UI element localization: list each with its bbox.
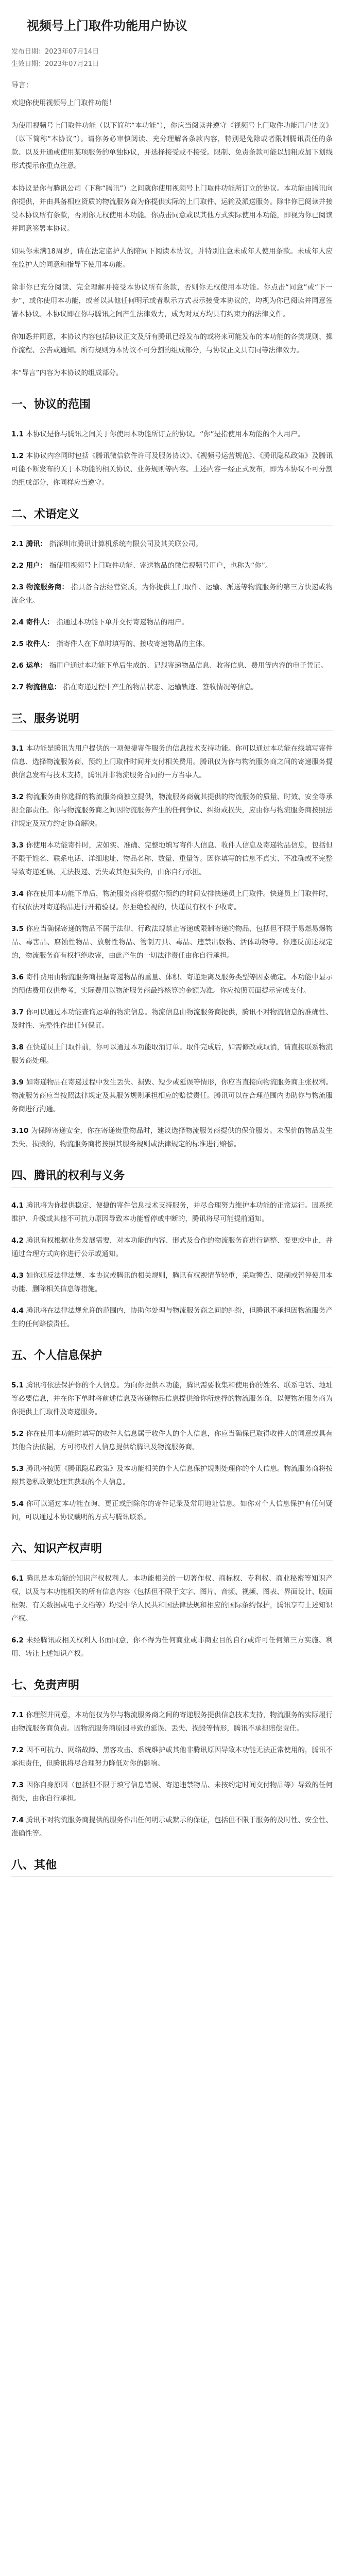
clause-number: 3.5 xyxy=(11,925,26,933)
agreement-section xyxy=(11,1678,333,1840)
intro-paragraph: 如果你未满18周岁，请在法定监护人的陪同下阅读本协议，并特别注意未成年人使用条款。未成年人应在监护人的同意和指导下使用本功能。 xyxy=(11,247,333,269)
clause-text: 你使用本功能寄件时，应如实、准确、完整地填写寄件人信息、收件人信息及寄递物品信息，包括但不限于姓名、联系电话、详细地址、物品名称、数量、重量等。因你填写的信息不真实、不准确或不完整导致寄递延误、无法投递、丢失或其他损失的，由你自行承担。 xyxy=(11,841,333,876)
clause-number: 7.3 xyxy=(11,1781,26,1789)
section-divider xyxy=(11,730,333,731)
clause-text: 你应当确保寄递的物品不属于法律、行政法规禁止寄递或限制寄递的物品，包括但不限于易燃易爆物品、毒害品、腐蚀性物品、放射性物品、管制刀具、毒品、违禁出版物、活体动物等。你违反前述规定的，物流服务商有权拒绝收寄，由此产生的一切法律责任由你自行承担。 xyxy=(11,925,333,960)
clause-item xyxy=(11,1814,333,1840)
clause-text: 本功能是腾讯为用户提供的一项便捷寄件服务的信息技术支持功能。你可以通过本功能在线填写寄件信息、选择物流服务商、预约上门取件时间并支付相关费用。腾讯仅为你与物流服务商之间的寄递服务提供信息发布与技术支持，腾讯并非物流服务合同的一方当事人。 xyxy=(11,744,333,779)
agreement-section xyxy=(11,1168,333,1331)
clause-item xyxy=(11,449,333,489)
clause-text: 腾讯有权根据业务发展需要，对本功能的内容、形式及合作的物流服务商进行调整、变更或中止，并通过合理方式向你进行公示或通知。 xyxy=(11,1236,333,1258)
clause-item xyxy=(11,742,333,782)
clause-item xyxy=(11,1006,333,1032)
clause-item xyxy=(11,1199,333,1226)
intro-paragraph: 为使用视频号上门取件功能（以下简称“本功能”），你应当阅读并遵守《视频号上门取件功能用户协议》（以下简称“本协议”）。请你务必审慎阅读、充分理解各条款内容，特别是免除或者限制腾讯责任的条款、以及开通或使用某项服务的单独协议，并选择接受或不接受。限制、免责条款可能以加粗或加下划线形式提示你重点注意。 xyxy=(11,122,333,170)
agreement-section xyxy=(11,1858,333,1877)
clause-number: 2.3 物流服务商： xyxy=(11,583,72,591)
clause-number: 2.6 运单： xyxy=(11,662,49,670)
clause-number: 3.9 xyxy=(11,1078,26,1087)
clause-item xyxy=(11,887,333,914)
clause-number: 3.1 xyxy=(11,744,26,753)
clause-item xyxy=(11,1708,333,1735)
clause-item xyxy=(11,1234,333,1261)
clause-item xyxy=(11,1041,333,1067)
clause-text: 本协议是你与腾讯之间关于你使用本功能所订立的协议。“你”是指使用本功能的个人用户。 xyxy=(26,430,305,438)
intro-greeting: 欢迎你使用视频号上门取件功能！ xyxy=(11,99,116,107)
agreement-section xyxy=(11,507,333,694)
agreement-sections xyxy=(11,397,333,1877)
intro-paragraph: 除非你已充分阅读、完全理解并接受本协议所有条款，否则你无权使用本功能。你点击“同意”或“下一步”，或你使用本功能，或者以其他任何明示或者默示方式表示接受本协议的，均视为你已阅读并同意签署本协议。本协议即在你与腾讯之间产生法律效力，成为对双方均具有约束力的法律文件。 xyxy=(11,283,333,318)
clause-item xyxy=(11,616,333,629)
clause-item xyxy=(11,559,333,572)
clause-text: 物流服务由你选择的物流服务商独立提供，物流服务商就其提供的物流服务的质量、时效、安全等承担全部责任。你与物流服务商之间因物流服务产生的任何争议、纠纷或损失，应由你与物流服务商按照法律规定及双方约定协商解决。 xyxy=(11,793,333,828)
intro-paragraph: 你知悉并同意，本协议内容包括协议正文及所有腾讯已经发布的或将来可能发布的本功能的各类规则、操作流程、公告或通知。所有规则为本协议不可分割的组成部分，与协议正文具有同等法律效力。 xyxy=(11,333,333,354)
clause-text: 你理解并同意，本功能仅为你与物流服务商之间的寄递服务提供信息技术支持，物流服务的实际履行由物流服务商负责。因物流服务商原因导致的延误、丢失、损毁等情形，腾讯不承担赔偿责任。 xyxy=(11,1711,333,1733)
agreement-section xyxy=(11,1348,333,1524)
clause-item xyxy=(11,1269,333,1296)
clause-number: 5.3 xyxy=(11,1465,26,1473)
clause-number: 4.2 xyxy=(11,1236,26,1245)
clause-text: 指深圳市腾讯计算机系统有限公司及其关联公司。 xyxy=(49,540,202,548)
clause-text: 腾讯将按照《腾讯隐私政策》及本功能相关的个人信息保护规则处理你的个人信息。物流服务商将按照其隐私政策处理其获取的个人信息。 xyxy=(11,1465,333,1486)
clause-number: 4.4 xyxy=(11,1307,26,1315)
clause-number: 3.4 xyxy=(11,890,26,898)
clause-item xyxy=(11,581,333,607)
clause-text: 你在使用本功能下单后，物流服务商将根据你预约的时间安排快递员上门取件。快递员上门取件时，有权依法对寄递物品进行开箱验视。你拒绝验视的，快递员有权不予收寄。 xyxy=(11,890,333,911)
section-divider xyxy=(11,1187,333,1188)
section-title: 四、腾讯的权利与义务 xyxy=(11,1170,125,1182)
clause-text: 腾讯将依法保护你的个人信息。为向你提供本功能，腾讯需要收集和使用你的姓名、联系电话、地址等必要信息，并在你下单时将前述信息及寄递物品信息提供给你所选择的物流服务商，以便物流服务商为你提供上门取件及寄递服务。 xyxy=(11,1381,333,1416)
clause-text: 你可以通过本功能查询、更正或删除你的寄件记录及常用地址信息。如你对个人信息保护有任何疑问，可以通过本协议载明的方式与腾讯联系。 xyxy=(11,1500,333,1521)
clause-number: 3.10 xyxy=(11,1127,31,1135)
clause-text: 如寄递物品在寄递过程中发生丢失、损毁、短少或延误等情形，你应当直接向物流服务商主张权利。物流服务商应当按照法律规定及其服务规则承担相应的赔偿责任。腾讯可以在合理范围内协助你与物流服务商进行沟通。 xyxy=(11,1078,333,1113)
clause-item xyxy=(11,637,333,651)
clause-text: 指使用视频号上门取件功能、寄送物品的微信视频号用户，也称为“你”。 xyxy=(49,562,272,570)
clause-item xyxy=(11,1427,333,1454)
section-title: 三、服务说明 xyxy=(11,713,80,725)
section-title: 八、其他 xyxy=(11,1859,57,1872)
intro-paragraph: 本协议是你与腾讯公司（下称“腾讯”）之间就你使用视频号上门取件功能所订立的协议。本功能由腾讯向你提供，并由具备相应资质的物流服务商为你提供实际的上门取件、运输及派送服务。除非你已阅读并接受本协议所有条款，否则你无权使用本功能。你点击同意或以其他方式实际使用本功能，即视为你已阅读并同意签署本协议。 xyxy=(11,184,333,233)
clause-item xyxy=(11,1743,333,1770)
clause-item xyxy=(11,971,333,997)
clause-number: 1.1 xyxy=(11,430,26,438)
clause-item xyxy=(11,922,333,962)
clause-text: 为保障寄递安全，你在寄递贵重物品时，建议选择物流服务商提供的保价服务。未保价的物品发生丢失、损毁的，物流服务商将按照其服务规则或法律规定的标准进行赔偿。 xyxy=(11,1127,333,1148)
clause-text: 腾讯不对物流服务商提供的服务作出任何明示或默示的保证，包括但不限于服务的及时性、安全性、准确性等。 xyxy=(11,1816,333,1838)
clause-text: 指寄件人在下单时填写的、接收寄递物品的主体。 xyxy=(56,640,210,648)
clause-text: 指具备合法经营资质，为你提供上门取件、运输、派送等物流服务的第三方快递或物流企业。 xyxy=(11,583,333,605)
clause-item xyxy=(11,1304,333,1331)
clause-number: 2.1 腾讯： xyxy=(11,540,49,548)
clause-number: 5.1 xyxy=(11,1381,26,1389)
clause-number: 5.4 xyxy=(11,1500,26,1508)
clause-text: 如你违反法律法规、本协议或腾讯的相关规则，腾讯有权视情节轻重，采取警告、限制或暂停使用本功能、删除相关信息等措施。 xyxy=(11,1272,333,1293)
agreement-section xyxy=(11,711,333,1151)
clause-item xyxy=(11,1462,333,1489)
clause-item xyxy=(11,537,333,551)
clause-number: 3.6 xyxy=(11,973,26,981)
intro-paragraphs xyxy=(11,119,333,380)
clause-text: 指用户通过本功能下单后生成的、记载寄递物品信息、收寄信息、费用等内容的电子凭证。 xyxy=(49,662,328,670)
page-title: 视频号上门取件功能用户协议 xyxy=(27,19,187,33)
section-divider xyxy=(11,1560,333,1561)
clause-item xyxy=(11,1634,333,1660)
section-divider xyxy=(11,1876,333,1877)
clause-item xyxy=(11,1076,333,1116)
clause-text: 寄件费用由物流服务商根据寄递物品的重量、体积、寄递距离及服务类型等因素确定。本功能中显示的预估费用仅供参考，实际费用以物流服务商最终核算的金额为准。你应按照页面提示完成支付。 xyxy=(11,973,333,995)
section-title: 一、协议的范围 xyxy=(11,398,91,411)
clause-text: 未经腾讯或相关权利人书面同意，你不得为任何商业或非商业目的自行或许可任何第三方实施、利用、转让上述知识产权。 xyxy=(11,1636,333,1658)
clause-number: 6.1 xyxy=(11,1574,26,1583)
intro-lead: 导言： xyxy=(11,81,33,90)
clause-number: 1.2 xyxy=(11,452,26,460)
clause-item xyxy=(11,1124,333,1151)
clause-text: 你可以通过本功能查询运单的物流信息。物流信息由物流服务商提供，腾讯不对物流信息的准确性、及时性、完整性作出任何保证。 xyxy=(11,1008,333,1030)
section-title: 五、个人信息保护 xyxy=(11,1349,102,1362)
clause-number: 2.7 物流信息： xyxy=(11,683,63,691)
clause-number: 3.2 xyxy=(11,793,26,801)
clause-text: 指通过本功能下单并交付寄递物品的用户。 xyxy=(56,618,188,626)
clause-number: 4.3 xyxy=(11,1272,26,1280)
clause-text: 指在寄递过程中产生的物品状态、运输轨迹、签收情况等信息。 xyxy=(63,683,258,691)
publish-date: 发布日期：2023年07月14日 xyxy=(11,48,99,56)
clause-text: 腾讯将在法律法规允许的范围内，协助你处理与物流服务商之间的纠纷，但腾讯不承担因物流服务产生的任何赔偿责任。 xyxy=(11,1307,333,1328)
clause-item xyxy=(11,1572,333,1625)
clause-text: 腾讯是本功能的知识产权权利人。本功能相关的一切著作权、商标权、专利权、商业秘密等知识产权，以及与本功能相关的所有信息内容（包括但不限于文字、图片、音频、视频、图表、界面设计、版面框架、有关数据或电子文档等）均受中华人民共和国法律法规和相应的国际条约保护，腾讯享有上述知识产权。 xyxy=(11,1574,333,1623)
clause-item xyxy=(11,839,333,879)
clause-number: 2.2 用户： xyxy=(11,562,49,570)
clause-number: 4.1 xyxy=(11,1201,26,1210)
clause-number: 3.7 xyxy=(11,1008,26,1016)
section-title: 七、免责声明 xyxy=(11,1679,80,1692)
effective-date: 生效日期：2023年07月21日 xyxy=(11,60,99,68)
clause-item xyxy=(11,790,333,831)
clause-number: 3.3 xyxy=(11,841,26,850)
clause-number: 5.2 xyxy=(11,1430,26,1438)
clause-item xyxy=(11,1778,333,1805)
clause-number: 2.4 寄件人： xyxy=(11,618,57,626)
clause-text: 在快递员上门取件前，你可以通过本功能取消订单。取件完成后，如需修改或取消，请直接联系物流服务商处理。 xyxy=(11,1043,333,1065)
clause-number: 2.5 收件人： xyxy=(11,640,57,648)
clause-text: 本协议内容同时包括《腾讯微信软件许可及服务协议》、《视频号运营规范》、《腾讯隐私政策》及腾讯可能不断发布的关于本功能的相关协议、业务规则等内容。上述内容一经正式发布，即为本协议不可分割的组成部分，你同样应当遵守。 xyxy=(11,452,333,487)
clause-number: 7.1 xyxy=(11,1711,26,1719)
clause-text: 因不可抗力、网络故障、黑客攻击、系统维护或其他非腾讯原因导致本功能无法正常使用的，腾讯不承担责任，但腾讯将尽合理努力降低对你的影响。 xyxy=(11,1746,333,1768)
clause-text: 因你自身原因（包括但不限于填写信息错误、寄递违禁物品、未按约定时间交付物品等）导致的任何损失，由你自行承担。 xyxy=(11,1781,333,1803)
section-title: 二、术语定义 xyxy=(11,508,80,521)
agreement-section xyxy=(11,1541,333,1660)
clause-number: 7.2 xyxy=(11,1746,26,1754)
section-title: 六、知识产权声明 xyxy=(11,1543,102,1555)
clause-number: 6.2 xyxy=(11,1636,26,1645)
clause-item xyxy=(11,681,333,694)
clause-number: 3.8 xyxy=(11,1043,26,1052)
intro-paragraph: 本“导言”内容为本协议的组成部分。 xyxy=(11,369,123,377)
clause-item xyxy=(11,659,333,672)
agreement-section xyxy=(11,397,333,489)
clause-item xyxy=(11,1497,333,1524)
clause-text: 腾讯将为你提供稳定、便捷的寄件信息技术支持服务，并尽合理努力维护本功能的正常运行。因系统维护、升级或其他不可抗力原因导致本功能暂停或中断的，腾讯将尽可能提前通知。 xyxy=(11,1201,333,1223)
clause-number: 7.4 xyxy=(11,1816,26,1824)
clause-text: 你在使用本功能时填写的收件人信息属于收件人的个人信息，你应当确保已取得收件人的同意或具有其他合法依据，方可将收件人信息提供给腾讯及物流服务商。 xyxy=(11,1430,333,1451)
clause-item xyxy=(11,428,333,441)
clause-item xyxy=(11,1379,333,1419)
